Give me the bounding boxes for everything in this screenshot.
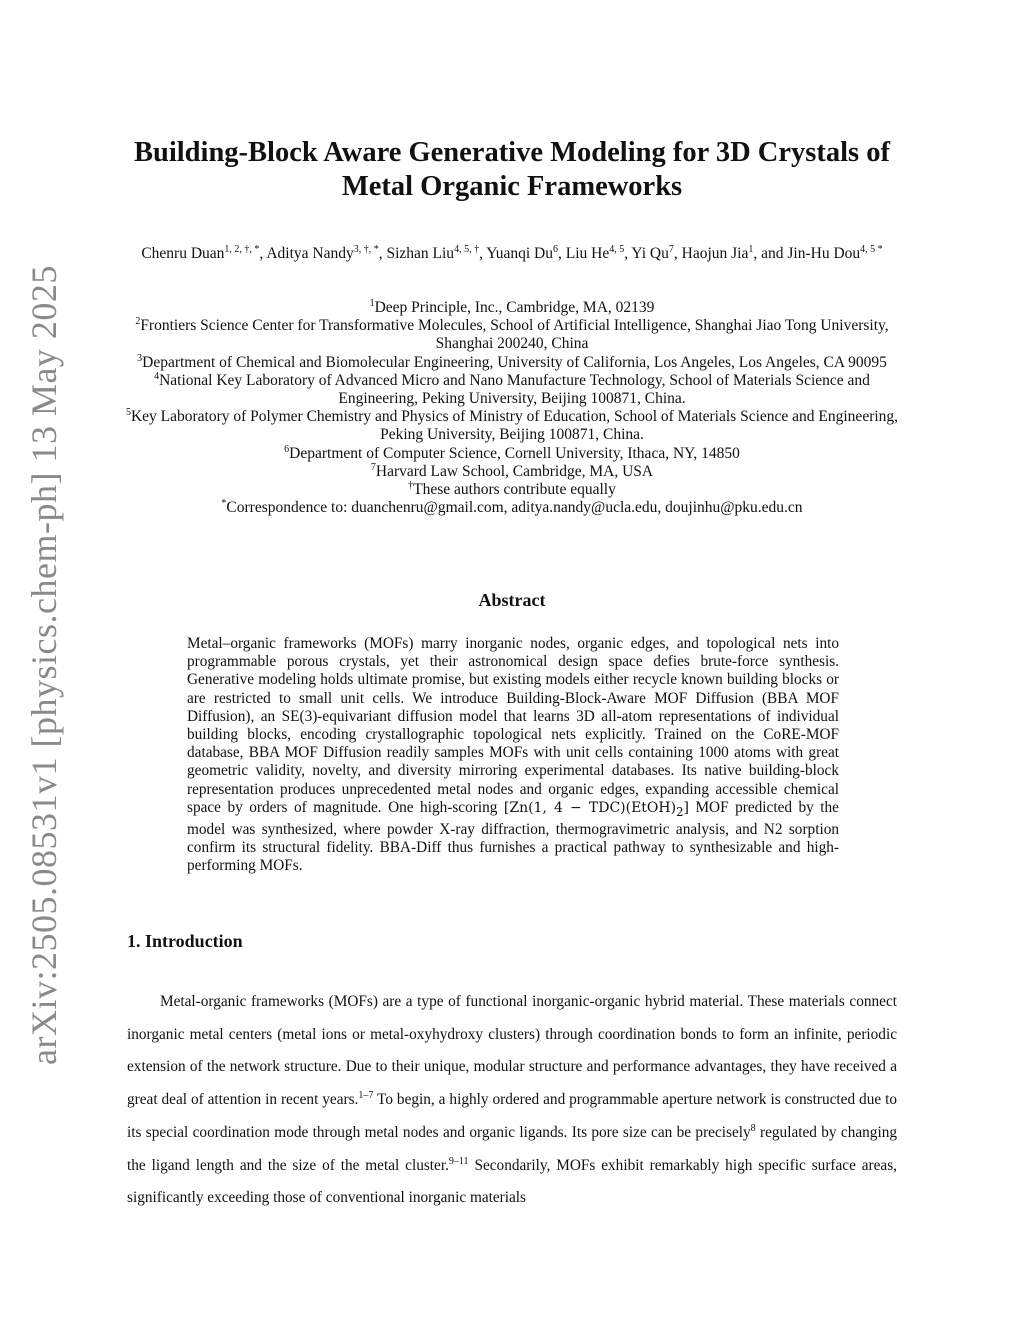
author-separator: ,: [378, 245, 387, 262]
author-name: Sizhan Liu: [386, 245, 455, 262]
affiliation-text: Harvard Law School, Cambridge, MA, USA: [375, 462, 654, 480]
abstract-body: [187, 635, 839, 875]
author-affiliation-mark: 7: [668, 244, 674, 255]
title-line-1: Building-Block Aware Generative Modeling for 3D Crystals of: [133, 137, 890, 168]
introduction-body: [127, 986, 897, 1215]
author-affiliation-mark: 1, 2, †, *: [224, 244, 260, 255]
author-name: Liu He: [565, 245, 610, 262]
intro-text-4: Secondarily, MOFs exhibit remarkably high specific surface areas, significantly exceeding those of conventional inorganic materials: [127, 1156, 898, 1207]
affiliation-mark: *: [221, 498, 227, 510]
affiliation-mark: 6: [284, 443, 290, 455]
affiliation: [118, 463, 906, 481]
author: [386, 245, 479, 262]
affiliation: [118, 408, 906, 444]
intro-text-1: Metal-organic frameworks (MOFs) are a type of functional inorganic-organic hybrid material. These materials connect inorganic metal centers (metal ions or metal-oxyhydroxy clusters) through coordination bonds to form an infinite, periodic extension of the network structure. Due to their unique, modular structure and performance advantages, they have received a great deal of attention in recent years.: [127, 993, 897, 1109]
author-name: Haojun Jia: [681, 245, 749, 262]
author-affiliation-mark: 4, 5, †: [454, 244, 480, 255]
affiliation-text: Correspondence to: duanchenru@gmail.com, aditya.nandy@ucla.edu, doujinhu@pku.edu.cn: [226, 499, 803, 517]
affiliation-mark: †: [408, 480, 414, 492]
affiliation: [118, 317, 906, 353]
affiliation: [118, 445, 906, 463]
affiliation-text: These authors contribute equally: [413, 481, 616, 499]
citation-ref-2: 8: [750, 1122, 756, 1134]
author-separator: ,: [624, 245, 632, 262]
author: [266, 245, 378, 262]
paper-title: [100, 136, 924, 204]
author: [787, 245, 882, 262]
author: [141, 245, 259, 262]
affiliation-text: Frontiers Science Center for Transformative Molecules, School of Artificial Intelligence, Shanghai Jiao Tong University, Shanghai 200240, China: [140, 317, 889, 353]
author: [682, 245, 754, 262]
abstract-text-part-1: Metal–organic frameworks (MOFs) marry inorganic nodes, organic edges, and topological nets into programmable porous crystals, yet their astronomical design space defies brute-force synthesis. Generative modeling holds ultimate promise, but existing models either recycle known building blocks or are restricted to small unit cells. We introduce Building-Block-Aware MOF Diffusion (BBA MOF Diffusion), an SE(3)-equivariant diffusion model that learns 3D all-atom representations of individual building blocks, encoding crystallographic topological nets explicitly. Trained on the CoRE-MOF database, BBA MOF Diffusion readily samples MOFs with unit cells containing 1000 atoms with great geometric validity, novelty, and diversity mirroring experimental databases. Its native building-block representation produces unprecedented metal nodes and organic edges, expanding accessible chemical space by orders of magnitude. One high-scoring: [187, 635, 839, 816]
affiliation-mark: 4: [154, 370, 160, 382]
author-affiliation-mark: 1: [748, 244, 754, 255]
author-affiliation-mark: 4, 5: [609, 244, 625, 255]
affiliation: [118, 499, 906, 517]
citation-ref-3: 9–11: [448, 1155, 469, 1167]
introduction-heading: 1. Introduction: [127, 931, 243, 951]
formula-close: ]: [683, 799, 689, 816]
formula-subscript: 2: [676, 804, 684, 819]
affiliation-mark: 3: [137, 352, 143, 364]
affiliation: [118, 299, 906, 317]
formula-main: [Zn(1, 4 − TDC)(EtOH): [503, 799, 677, 816]
arxiv-identifier-stamp: arXiv:2505.08531v1 [physics.chem-ph] 13 May 2025: [24, 265, 64, 1065]
affiliation-mark: 1: [369, 298, 375, 309]
affiliation-text: Deep Principle, Inc., Cambridge, MA, 02139: [374, 299, 655, 316]
abstract-formula: [503, 799, 689, 819]
affiliation-text: Department of Computer Science, Cornell University, Ithaca, NY, 14850: [289, 444, 740, 462]
author-separator-final: , and: [753, 245, 788, 262]
author-affiliation-mark: 3, †, *: [353, 244, 379, 255]
intro-text-3: regulated by changing the ligand length and the size of the metal cluster.: [127, 1123, 898, 1174]
author-separator: ,: [673, 245, 682, 262]
author-affiliation-mark: 4, 5 *: [860, 244, 883, 255]
author: [486, 245, 558, 262]
author-affiliation-mark: 6: [552, 244, 558, 255]
abstract-text-part-2: MOF predicted by the model was synthesized, where powder X-ray diffraction, thermogravimetric analysis, and N2 sorption confirm its structural fidelity. BBA-Diff thus furnishes a practical pathway to synthesizable and high-performing MOFs.: [187, 798, 839, 875]
author-name: Chenru Duan: [141, 245, 225, 262]
author-name: Jin-Hu Dou: [787, 245, 861, 262]
author: [566, 245, 624, 262]
intro-text-2: To begin, a highly ordered and programmable aperture network is constructed due to its special coordination mode through metal nodes and organic ligands. Its pore size can be precisely: [127, 1091, 897, 1141]
affiliation-text: Key Laboratory of Polymer Chemistry and Physics of Ministry of Education, School of Materials Science and Engineering, Peking University, Beijing 100871, China.: [130, 408, 899, 444]
abstract-heading: Abstract: [478, 590, 546, 610]
author: [631, 245, 673, 262]
author-separator: ,: [259, 245, 267, 262]
citation-ref-1: 1–7: [358, 1090, 374, 1102]
title-line-2: Metal Organic Frameworks: [341, 171, 683, 202]
affiliation-text: National Key Laboratory of Advanced Micro and Nano Manufacture Technology, School of Materials Science and Engineering, Peking University, Beijing 100871, China.: [159, 371, 870, 408]
affiliation-mark: 5: [125, 407, 131, 419]
affiliation-text: Department of Chemical and Biomolecular Engineering, University of California, Los Angeles, Los Angeles, CA 90095: [142, 353, 887, 371]
author-separator: ,: [557, 245, 566, 262]
affiliation-list: [118, 299, 906, 517]
author-separator: ,: [479, 245, 487, 262]
author-name: Yuanqi Du: [486, 245, 553, 262]
affiliation: [118, 481, 906, 499]
affiliation-mark: 2: [135, 316, 141, 328]
affiliation: [118, 354, 906, 372]
author-name: Yi Qu: [631, 245, 669, 262]
author-list: [120, 244, 904, 263]
author-name: Aditya Nandy: [266, 245, 354, 262]
affiliation: [118, 372, 906, 408]
affiliation-mark: 7: [370, 461, 376, 473]
